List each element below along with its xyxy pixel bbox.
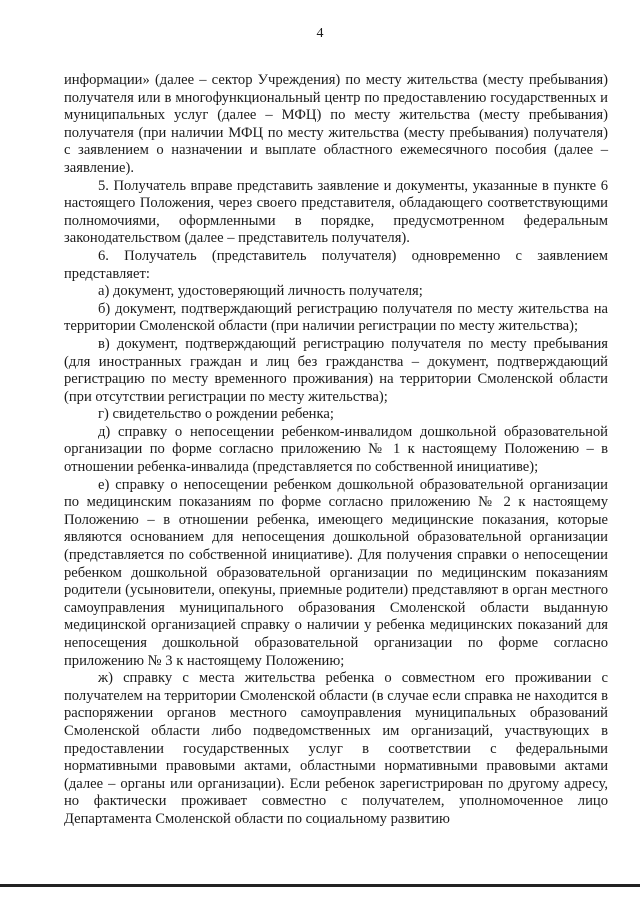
document-body [64, 72, 608, 829]
page-number: 4 [316, 26, 324, 41]
paragraph-5: 5. Получатель вправе представить заявление и документы, указанные в пункте 6 настоящего Положения, через своего представителя, обладающего соответствующими полномочиями, оформленными в порядке, предусмотренном федеральным законодательством (далее – представитель получателя). [64, 177, 608, 247]
item-zh: ж) справку с места жительства ребенка о совместном его проживании с получателем на территории Смоленской области (в случае если справка не находится в распоряжении органов местного самоуправления муниципальных образований Смоленской области либо подведомственных им организаций, участвующих в предоставлении государственных услуг в соответствии с федеральными нормативными правовыми актами, областными нормативными правовыми актами (далее – органы или организации). Если ребенок зарегистрирован по другому адресу, но фактически проживает совместно с получателем, уполномоченное лицо Департамента Смоленской области по социальному развитию [64, 670, 608, 827]
paragraph-6: 6. Получатель (представитель получателя) одновременно с заявлением представляет: [64, 247, 608, 282]
bottom-rule [0, 884, 640, 887]
item-b: б) документ, подтверждающий регистрацию получателя по месту жительства на территории Смоленской области (при наличии регистрации по месту жительства); [64, 300, 608, 335]
paragraph-intro: информации» (далее – сектор Учреждения) по месту жительства (месту пребывания) получателя или в многофункциональный центр по предоставлению государственных и муниципальных услуг (далее – МФЦ) по месту жительства (месту пребывания) получателя (при наличии МФЦ по месту жительства (месту пребывания) получателя) с заявлением о назначении и выплате областного ежемесячного пособия (далее – заявление). [64, 72, 608, 176]
item-g: г) свидетельство о рождении ребенка; [98, 406, 334, 423]
item-v: в) документ, подтверждающий регистрацию получателя по месту пребывания (для иностранных граждан и лиц без гражданства – документ, подтверждающий регистрацию по месту временного проживания) на территории Смоленской области (при отсутствии регистрации по месту жительства); [64, 335, 608, 405]
item-d: д) справку о непосещении ребенком-инвалидом дошкольной образовательной организации по форме согласно приложению № 1 к настоящему Положению – в отношении ребенка-инвалида (представляется по собственной инициативе); [64, 423, 608, 476]
item-e: е) справку о непосещении ребенком дошкольной образовательной организации по медицинским показаниям по форме согласно приложению № 2 к настоящему Положению – в отношении ребенка, имеющего медицинские показания, которые являются основанием для непосещения дошкольной образовательной организации (представляется по собственной инициативе). Для получения справки о непосещении ребенком дошкольной образовательной организации по медицинским показаниям родители (усыновители, опекуны, приемные родители) представляют в орган местного самоуправления муниципального образования Смоленской области выданную медицинской организацией справку о наличии у ребенка медицинских показаний для непосещения дошкольной образовательной организации по форме согласно приложению № 3 к настоящему Положению; [64, 476, 608, 669]
item-a: а) документ, удостоверяющий личность получателя; [98, 283, 423, 300]
